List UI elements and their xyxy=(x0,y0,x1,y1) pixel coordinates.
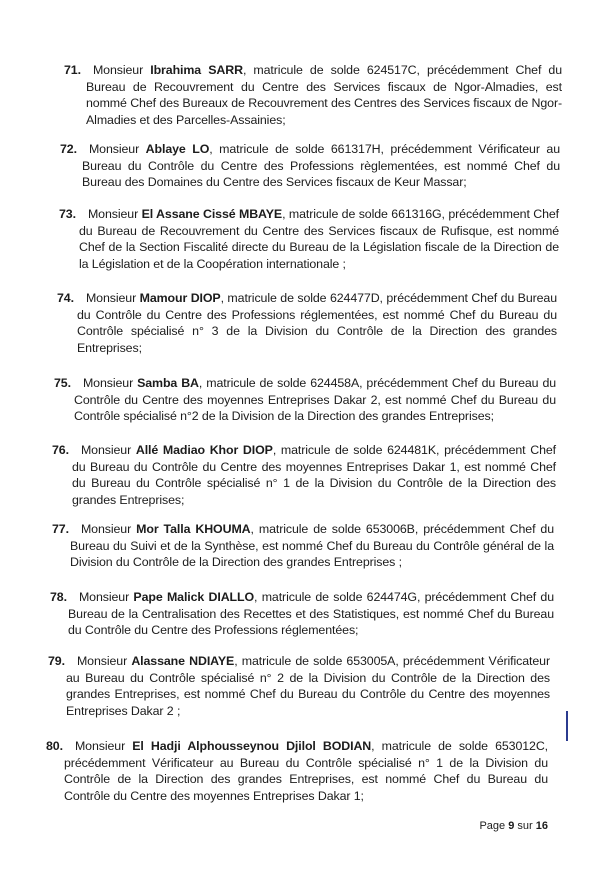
entry-title: Monsieur xyxy=(78,590,130,604)
appointment-entry-75 xyxy=(54,375,557,425)
appointment-entry-71 xyxy=(64,62,563,128)
page-total: 16 xyxy=(535,820,548,832)
entry-title: Monsieur xyxy=(80,522,132,536)
entry-text: , matricule de solde 653006B, précédemment Chef du Bureau du Suivi et de la Synthèse, est nommé Chef du Bureau du Contrôle général de la Division du Contrôle de la Direction des grandes Entreprises ; xyxy=(70,522,554,570)
entry-name: Mamour DIOP xyxy=(139,291,221,305)
entry-text: , matricule de solde 624458A, précédemment Chef du Bureau du Contrôle du Centre des moyennes Entreprises Dakar 2, est nommé Chef du Bureau du Contrôle spécialisé n°2 de la Division de la Direction des grandes Entreprises; xyxy=(74,376,557,424)
entry-number: 76. xyxy=(52,443,69,457)
entry-text: , matricule de solde 653005A, précédemment Vérificateur au Bureau du Contrôle spécialisé n° 2 de la Division du Contrôle de la Direction des grandes Entreprises, est nommé Chef du Bureau du Contrôle du Centre des moyennes Entreprises Dakar 2 ; xyxy=(66,654,550,718)
entry-text: , matricule de solde 661317H, précédemment Vérificateur au Bureau du Contrôle du Centre des Professions règlementées, est nommé Chef du Bureau des Domaines du Centre des Services fiscaux de Keur Massar; xyxy=(82,142,560,190)
entry-name: Ibrahima SARR xyxy=(150,63,243,77)
entry-name: El Assane Cissé MBAYE xyxy=(141,207,283,221)
entry-name: Ablaye LO xyxy=(145,142,210,156)
entry-title: Monsieur xyxy=(76,654,128,668)
entry-name: Samba BA xyxy=(137,376,199,390)
appointment-entry-72 xyxy=(60,141,560,191)
entry-text: , matricule de solde 624477D, précédemment Chef du Bureau du Contrôle du Centre des Professions réglementées, est nommé Chef du Bureau du Contrôle spécialisé n° 3 de la Division du Contrôle de la Direction des grandes Entreprises; xyxy=(77,291,558,355)
entry-number: 72. xyxy=(60,142,77,156)
entry-title: Monsieur xyxy=(92,63,144,77)
entry-title: Monsieur xyxy=(82,376,134,390)
entry-number: 80. xyxy=(46,739,63,753)
appointment-entry-73 xyxy=(59,206,560,272)
entry-text: , matricule de solde 624474G, précédemment Chef du Bureau de la Centralisation des Recettes et des Statistiques, est nommé Chef du Bureau du Contrôle du Centre des Professions réglementées; xyxy=(68,590,554,638)
entry-number: 77. xyxy=(52,522,69,536)
appointment-entry-74 xyxy=(57,290,558,356)
entry-text: , matricule de solde 653012C, précédemment Vérificateur au Bureau du Contrôle spécialisé n° 1 de la Division du Contrôle de la Direction des grandes Entreprises, est nommé Chef du Bureau du Contrôle du Centre des moyennes Entreprises Dakar 1; xyxy=(64,739,549,803)
entry-number: 74. xyxy=(57,291,74,305)
entry-number: 78. xyxy=(50,590,67,604)
margin-pen-mark xyxy=(566,711,568,741)
entry-name: Alassane NDIAYE xyxy=(131,654,235,668)
entry-text: , matricule de solde 624517C, précédemment Chef du Bureau de Recouvrement du Centre des Services fiscaux de Ngor-Almadies, est nommé Chef des Bureaux de Recouvrement des Centres des Services fiscaux de Ngor-Almadies et des Parcelles-Assainies; xyxy=(86,63,563,127)
entry-title: Monsieur xyxy=(88,142,140,156)
entry-text: , matricule de solde 624481K, précédemment Chef du Bureau du Contrôle du Centre des moyennes Entreprises Dakar 1, est nommé Chef du Bureau du Contrôle spécialisé n° 1 de la Division du Contrôle de la Direction des grandes Entreprises; xyxy=(72,443,557,507)
appointment-entry-76 xyxy=(52,442,557,508)
entry-name: Mor Talla KHOUMA xyxy=(136,522,251,536)
appointment-entry-80 xyxy=(46,738,549,804)
entry-text: , matricule de solde 661316G, précédemment Chef du Bureau de Recouvrement du Centre des Services fiscaux de Rufisque, est nommé Chef de la Section Fiscalité directe du Bureau de la Législation fiscale de la Direction de la Législation et de la Coopération internationale ; xyxy=(79,207,560,271)
entry-title: Monsieur xyxy=(85,291,137,305)
entry-title: Monsieur xyxy=(87,207,139,221)
page-prefix: Page xyxy=(479,820,506,832)
entry-title: Monsieur xyxy=(80,443,132,457)
page-footer xyxy=(479,820,548,832)
appointment-entry-77 xyxy=(52,521,554,571)
entry-number: 75. xyxy=(54,376,71,390)
entry-number: 79. xyxy=(48,654,65,668)
entry-name: Pape Malick DIALLO xyxy=(133,590,255,604)
entry-title: Monsieur xyxy=(74,739,126,753)
entry-name: El Hadji Alphousseynou Djilol BODIAN xyxy=(132,739,372,753)
appointment-entry-79 xyxy=(48,653,550,719)
page-sur: sur xyxy=(517,820,533,832)
entry-name: Allé Madiao Khor DIOP xyxy=(135,443,273,457)
entry-number: 73. xyxy=(59,207,76,221)
appointment-entry-78 xyxy=(50,589,554,639)
entry-number: 71. xyxy=(64,63,81,77)
page-current: 9 xyxy=(508,820,515,832)
